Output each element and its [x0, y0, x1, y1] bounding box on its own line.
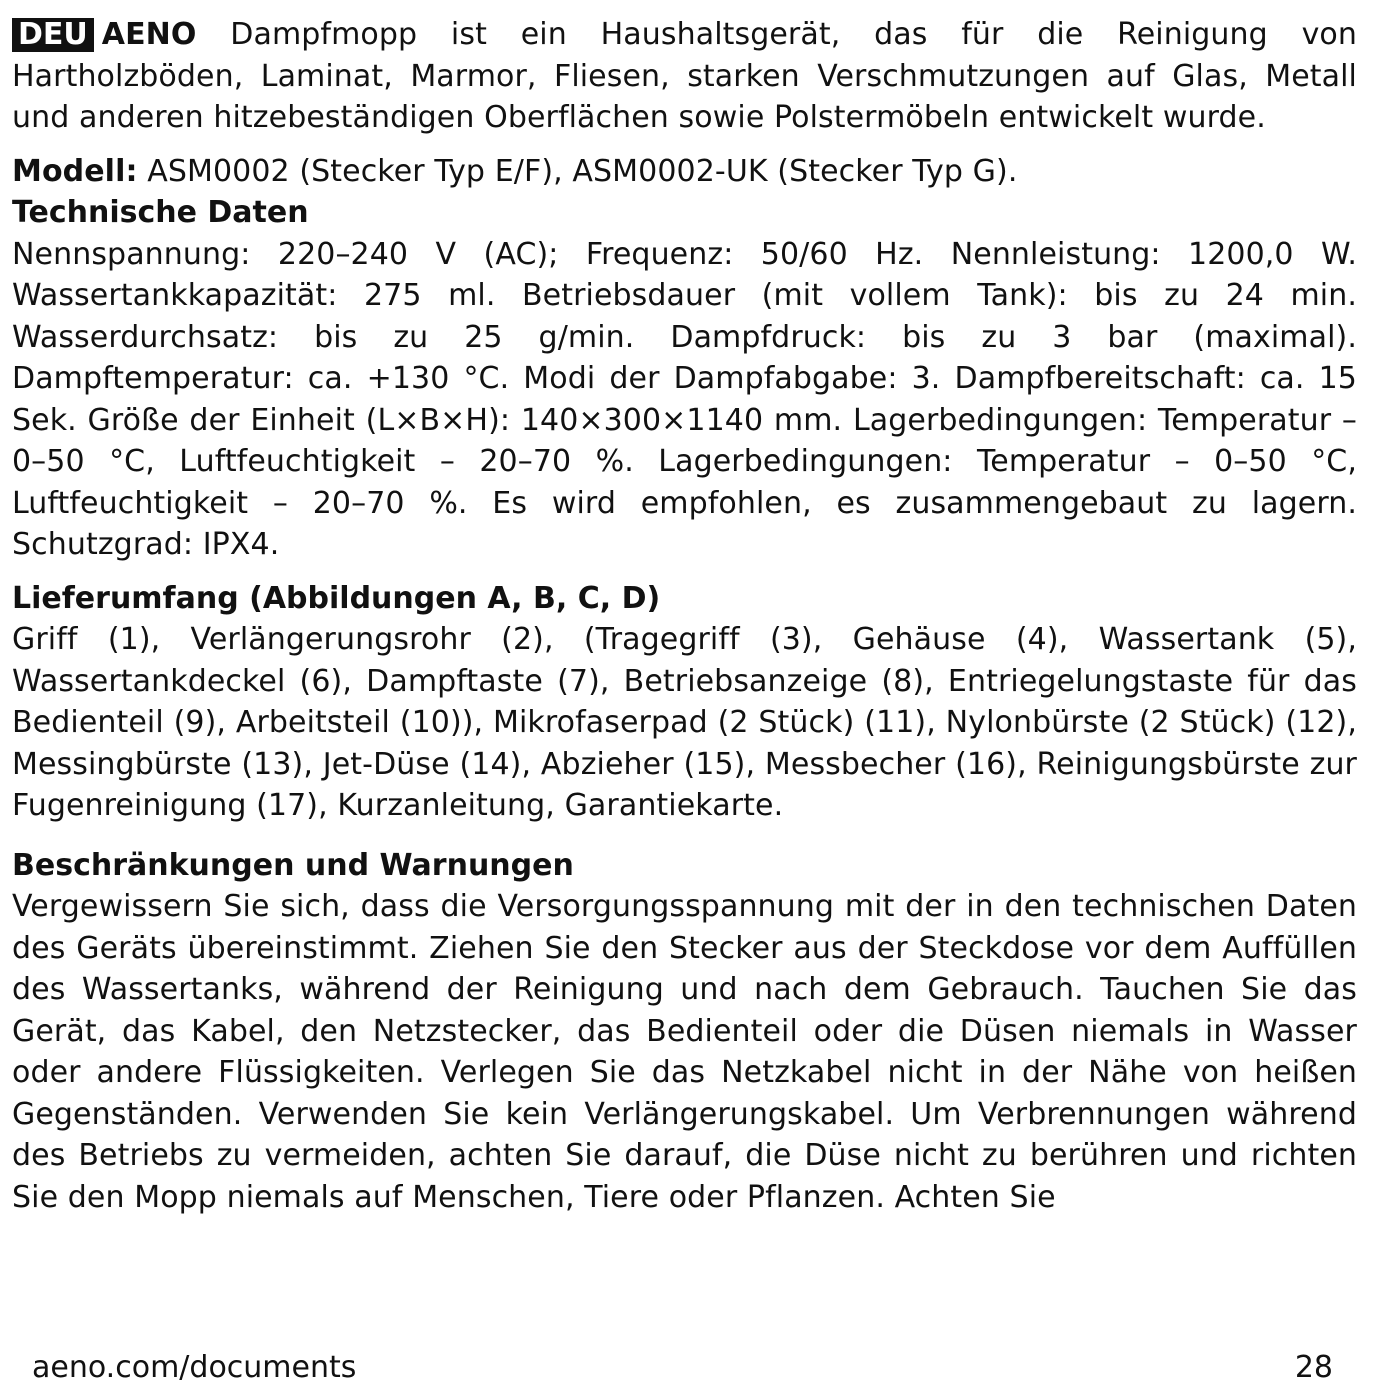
warnings-heading: Beschränkungen und Warnungen [12, 847, 574, 883]
page-number: 28 [1294, 1350, 1333, 1385]
technical-heading: Technische Daten [12, 195, 309, 230]
model-label: Modell: [12, 153, 138, 189]
model-value: ASM0002 (Stecker Typ E/F), ASM0002-UK (Stecker Typ G). [147, 153, 1018, 189]
delivery-heading: Lieferumfang (Abbildungen A, B, C, D) [12, 580, 661, 616]
brand-name: AENO [101, 17, 197, 52]
technical-paragraph: Nennspannung: 220–240 V (AC); Frequenz: 50/60 Hz. Nennleistung: 1200,0 W. Wassertankkapazität: 275 ml. Betriebsdauer (mit vollem Tank): bis zu 24 min. Wasserdurchsatz: bis zu 25 g/min. Dampfdruck: bis zu 3 bar (maximal). Dampftemperatur: ca. +130 °C. Modi der Dampfabgabe: 3. Dampfbereitschaft: ca. 15 Sek. Größe der Einheit (L×B×H): 140×300×1140 mm. Lagerbedingungen: Temperatur – 0–50 °C, Luftfeuchtigkeit – 20–70 %. Lagerbedingungen: Temperatur – 0–50 °C, Luftfeuchtigkeit – 20–70 %. Es wird empfohlen, es zusammengebaut zu lagern. Schutzgrad: IPX4. [12, 236, 1357, 562]
intro-paragraph [12, 14, 1357, 139]
model-line [12, 151, 1357, 193]
document-page [12, 14, 1357, 1218]
warnings-paragraph: Vergewissern Sie sich, dass die Versorgungsspannung mit der in den technischen Daten des Geräts übereinstimmt. Ziehen Sie den Stecker aus der Steckdose vor dem Auffüllen des Wassertanks, während der Reinigung und nach dem Gebrauch. Tauchen Sie das Gerät, das Kabel, den Netzstecker, das Bedienteil oder die Düsen niemals in Wasser oder andere Flüssigkeiten. Verlegen Sie das Netzkabel nicht in der Nähe von heißen Gegenständen. Verwenden Sie kein Verlängerungskabel. Um Verbrennungen während des Betriebs zu vermeiden, achten Sie darauf, die Düse nicht zu berühren und richten Sie den Mopp niemals auf Menschen, Tiere oder Pflanzen. Achten Sie [12, 889, 1357, 1215]
intro-text: Dampfmopp ist ein Haushaltsgerät, das für die Reinigung von Hartholzböden, Laminat, Marmor, Fliesen, starken Verschmutzungen auf Glas, Metall und anderen hitzebeständigen Oberflächen sowie Polstermöbeln entwickelt wurde. [12, 17, 1357, 135]
language-badge: DEU [12, 18, 94, 52]
delivery-paragraph: Griff (1), Verlängerungsrohr (2), (Tragegriff (3), Gehäuse (4), Wassertank (5), Wassertankdeckel (6), Dampftaste (7), Betriebsanzeige (8), Entriegelungstaste für das Bedienteil (9), Arbeitsteil (10)), Mikrofaserpad (2 Stück) (11), Nylonbürste (2 Stück) (12), Messingbürste (13), Jet-Düse (14), Abzieher (15), Messbecher (16), Reinigungsbürste zur Fugenreinigung (17), Kurzanleitung, Garantiekarte. [12, 622, 1357, 823]
footer-documents-link[interactable]: aeno.com/documents [32, 1350, 357, 1385]
